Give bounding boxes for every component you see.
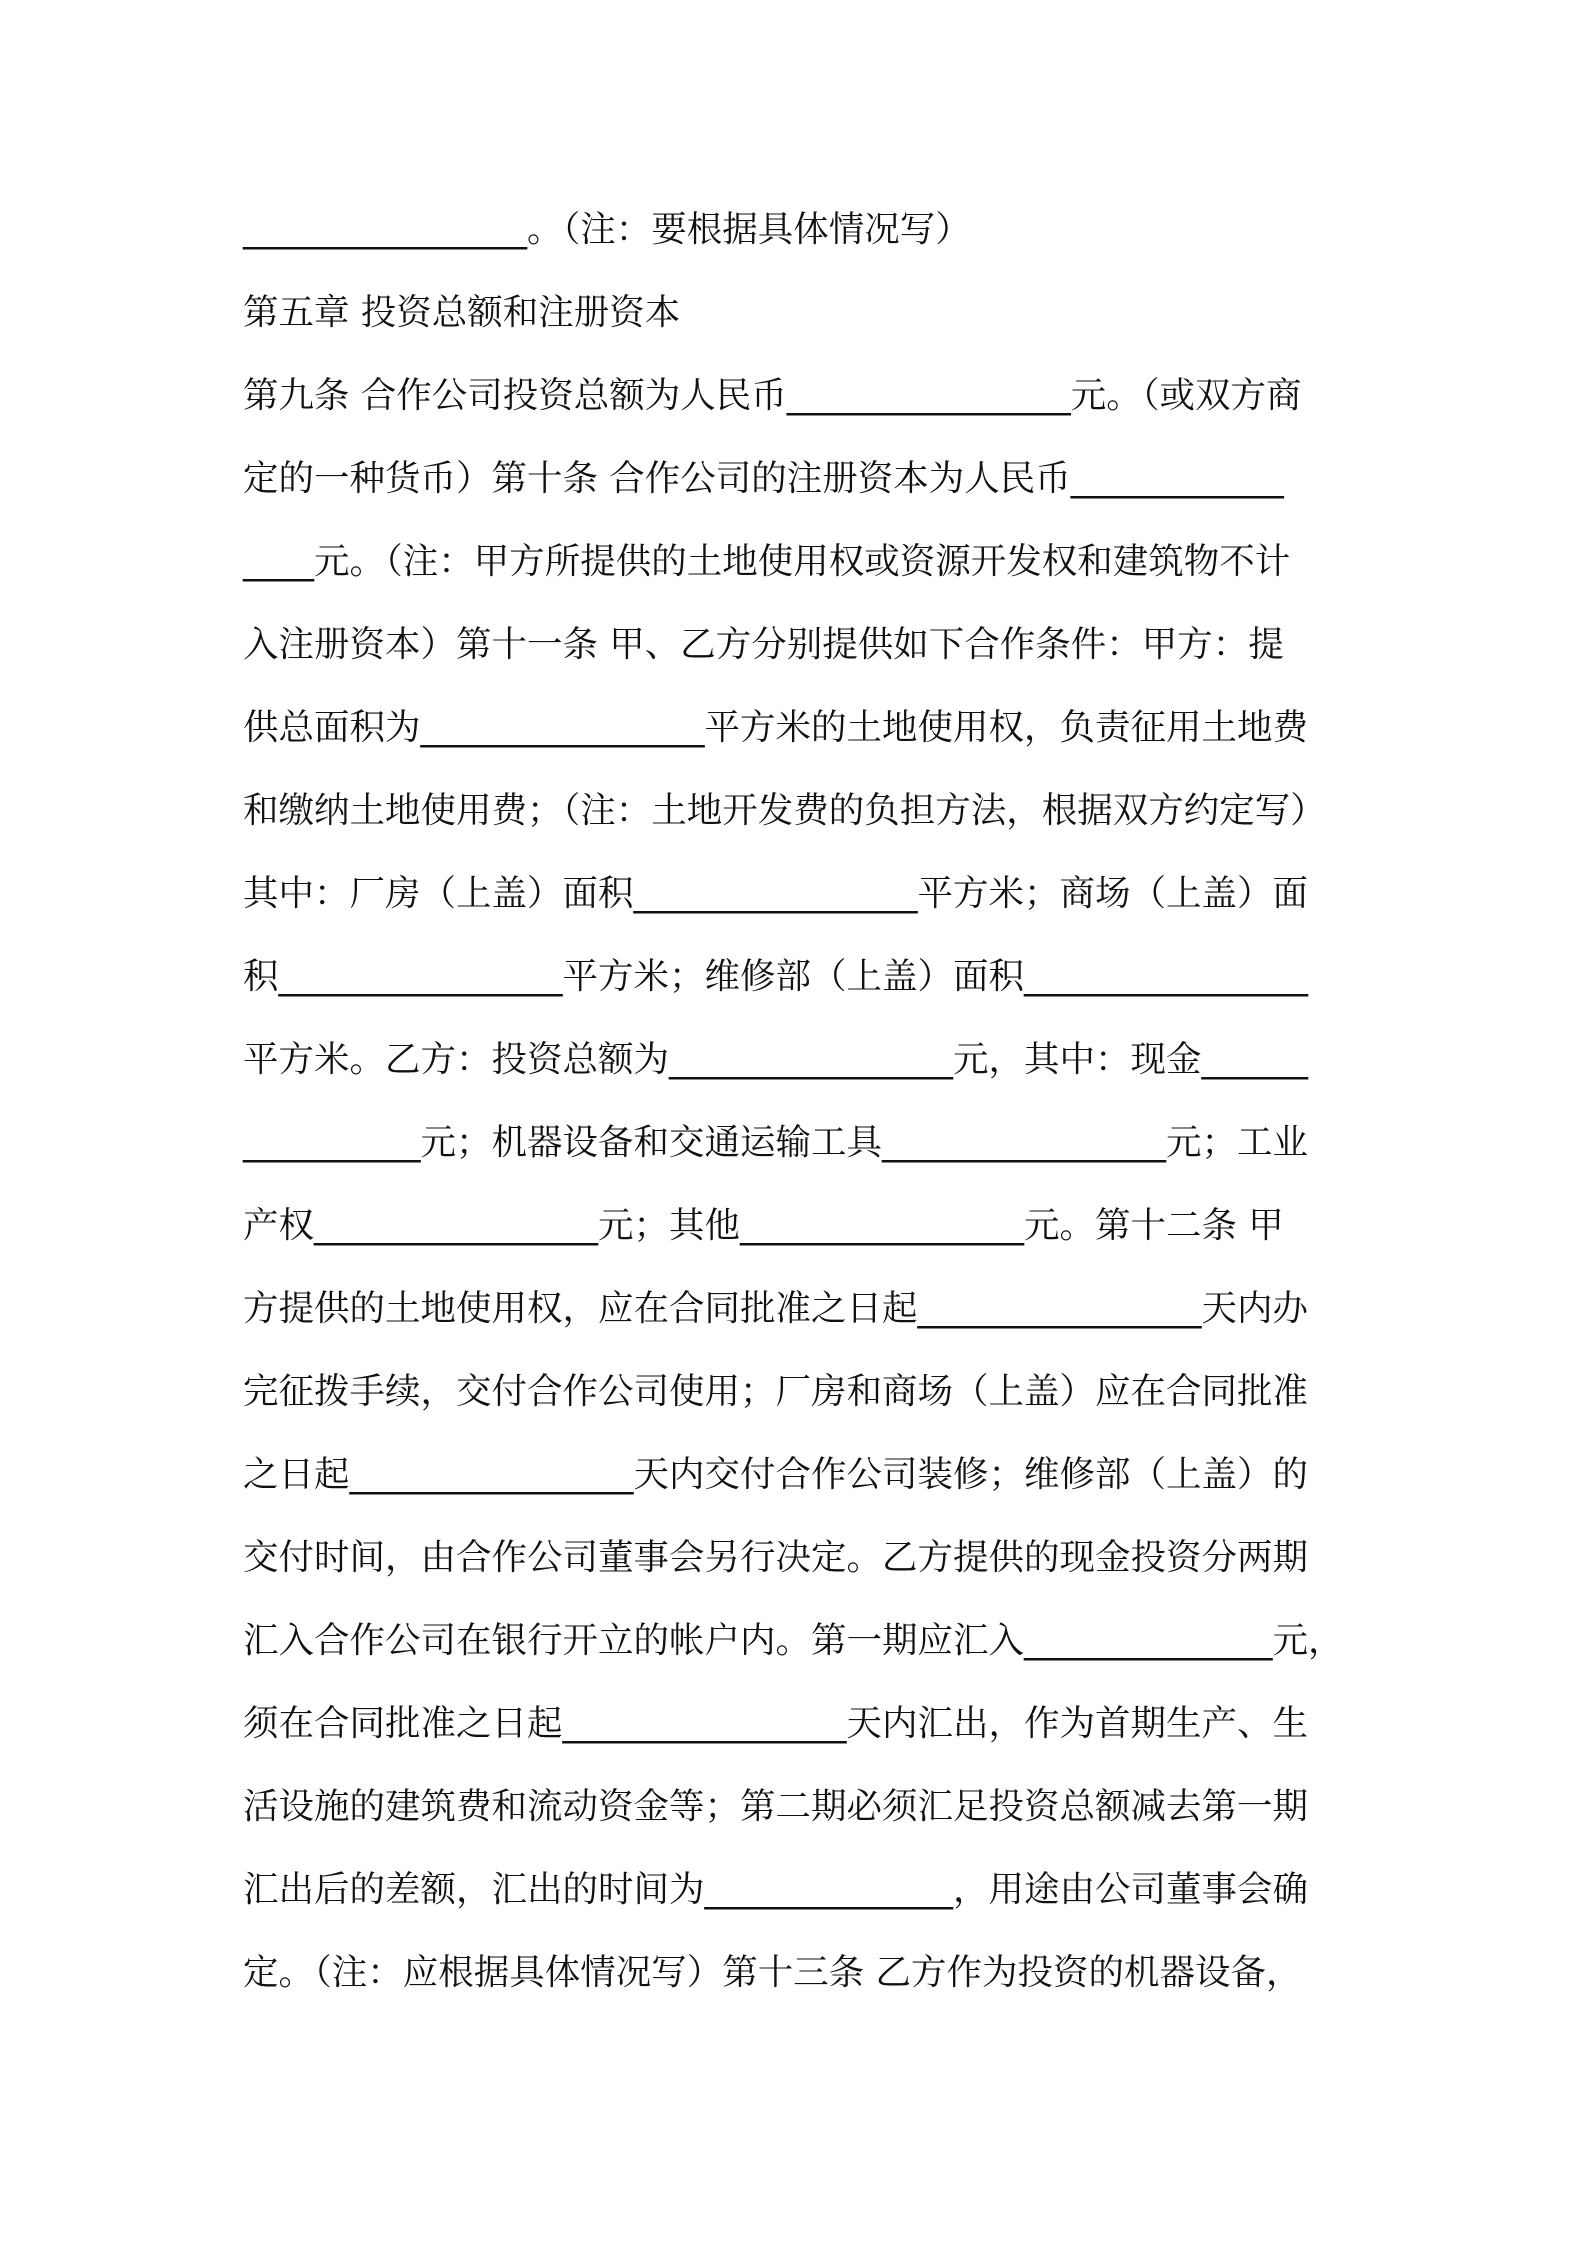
text-line: 第九条 合作公司投资总额为人民币________________元。（或双方商	[243, 375, 1302, 416]
text-line: ________________。（注：要根据具体情况写）	[243, 209, 971, 250]
text-line: 定的一种货币）第十条 合作公司的注册资本为人民币____________	[243, 458, 1284, 499]
text-line: 定。（注：应根据具体情况写）第十三条 乙方作为投资的机器设备，	[243, 1952, 1302, 1993]
text-line: 之日起________________天内交付合作公司装修；维修部（上盖）的	[243, 1454, 1309, 1495]
text-line: 汇出后的差额，汇出的时间为______________，用途由公司董事会确	[243, 1869, 1309, 1910]
text-line: 交付时间，由合作公司董事会另行决定。乙方提供的现金投资分两期	[243, 1537, 1309, 1578]
text-line: 活设施的建筑费和流动资金等；第二期必须汇足投资总额减去第一期	[243, 1786, 1309, 1827]
chapter-heading: 第五章 投资总额和注册资本	[243, 292, 681, 333]
text-line: ____元。（注：甲方所提供的土地使用权或资源开发权和建筑物不计	[243, 541, 1291, 582]
text-line: __________元；机器设备和交通运输工具________________元；工业	[243, 1122, 1309, 1163]
text-line: 平方米。乙方：投资总额为________________元，其中：现金______	[243, 1039, 1309, 1080]
text-line: 完征拨手续，交付合作公司使用；厂房和商场（上盖）应在合同批准	[243, 1371, 1309, 1412]
text-line: 入注册资本）第十一条 甲、乙方分别提供如下合作条件：甲方：提	[243, 624, 1284, 665]
text-line: 积________________平方米；维修部（上盖）面积________________	[243, 956, 1309, 997]
text-line: 供总面积为________________平方米的土地使用权，负责征用土地费	[243, 707, 1309, 748]
text-line: 产权________________元；其他________________元。第十二条 甲	[243, 1205, 1284, 1246]
text-line: 须在合同批准之日起________________天内汇出，作为首期生产、生	[243, 1703, 1309, 1744]
text-line: 方提供的土地使用权，应在合同批准之日起________________天内办	[243, 1288, 1309, 1329]
text-line: 和缴纳土地使用费；（注：土地开发费的负担方法，根据双方约定写）	[243, 790, 1326, 831]
text-line: 汇入合作公司在银行开立的帐户内。第一期应汇入______________元，	[243, 1620, 1344, 1661]
text-line: 其中：厂房（上盖）面积________________平方米；商场（上盖）面	[243, 873, 1309, 914]
